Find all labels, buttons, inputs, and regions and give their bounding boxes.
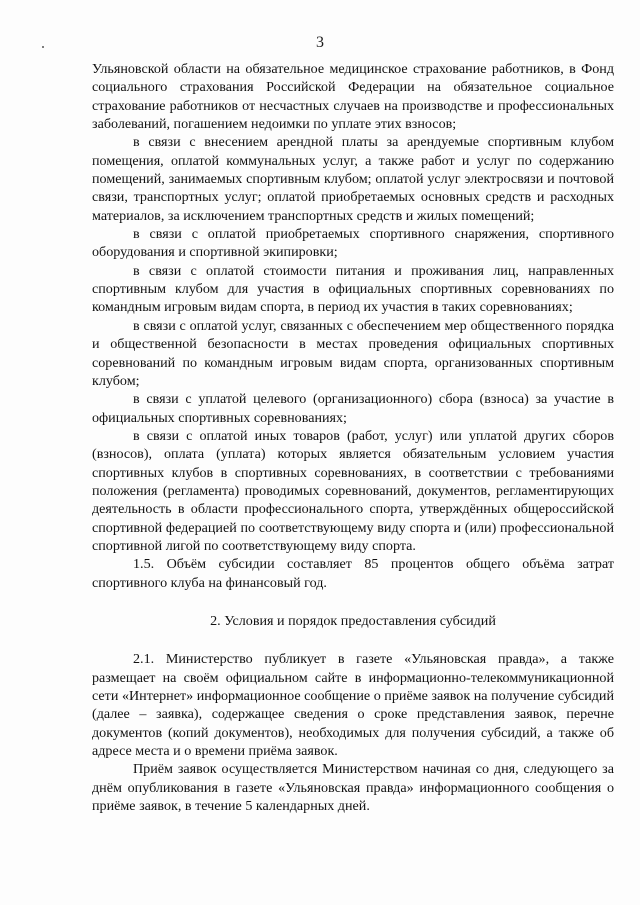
paragraph-meals-lodging: в связи с оплатой стоимости питания и проживания лиц, направленных спортивным клубом для участия в официальных спортивных соревнованиях по командным игровым видам спорта, в период их участия в таких соревнованиях; [92,262,614,316]
page-number: 3 [316,34,324,51]
paragraph-subsidy-volume: 1.5. Объём субсидии составляет 85 процентов общего объёма затрат спортивного клуба на финансовый год. [92,556,614,591]
paragraph-equipment: в связи с оплатой приобретаемых спортивного снаряжения, спортивного оборудования и спортивной экипировки; [92,226,614,261]
paragraph-application-intake: Приём заявок осуществляется Министерством начиная со дня, следующего за днём опубликования в газете «Ульяновская правда» информационного сообщения о приёме заявок, в течение 5 календарных дней. [92,761,614,815]
paragraph-other-goods: в связи с оплатой иных товаров (работ, услуг) или уплатой других сборов (взносов), оплата (уплата) которых является обязательным условием участия спортивных клубов в спортивных соревнованиях, в соответствии с требованиями положения (регламента) проводимых соревнований, документов, регламентирующих деятельность в области профессионального спорта, утверждённых общероссийской спортивной федерацией по соответствующему виду спорта и (или) профессиональной спортивной лигой по соответствующему виду спорта. [92,427,614,554]
paragraph-public-order: в связи с оплатой услуг, связанных с обеспечением мер общественного порядка и общественной безопасности в местах проведения официальных спортивных соревнований по командным игровым видам спорта, организованных спортивным клубом; [92,317,614,389]
paragraph-entry-fee: в связи с уплатой целевого (организационного) сбора (взноса) за участие в официальных спортивных соревнованиях; [92,391,614,426]
section-heading: 2. Условия и порядок предоставления субсидий [210,612,496,629]
paragraph-rent-utilities: в связи с внесением арендной платы за арендуемые спортивным клубом помещения, оплатой коммунальных услуг, а также работ и услуг по содержанию помещений, занимаемых спортивным клубом; оплатой услуг электросвязи и почтовой связи, транспортных услуг; оплатой приобретаемых основных средств и расходных материалов, за исключением транспортных средств и жилых помещений; [92,134,614,224]
document-body [92,60,614,815]
paragraph-continuation: Ульяновской области на обязательное медицинское страхование работников, в Фонд социального страхования Российской Федерации на обязательное социальное страхование работников от несчастных случаев на производстве и профессиональных заболеваний, погашением недоимки по уплате этих взносов; [92,61,614,133]
paragraph-publication: 2.1. Министерство публикует в газете «Ульяновская правда», а также размещает на своём официальном сайте в информационно-телекоммуникационной сети «Интернет» информационное сообщение о приёме заявок на получение субсидий (далее – заявка), содержащее сведения о сроке представления заявок, перечне документов (копий документов), необходимых для получения субсидий, а также об адресе места и о времени приёма заявок. [92,651,614,760]
